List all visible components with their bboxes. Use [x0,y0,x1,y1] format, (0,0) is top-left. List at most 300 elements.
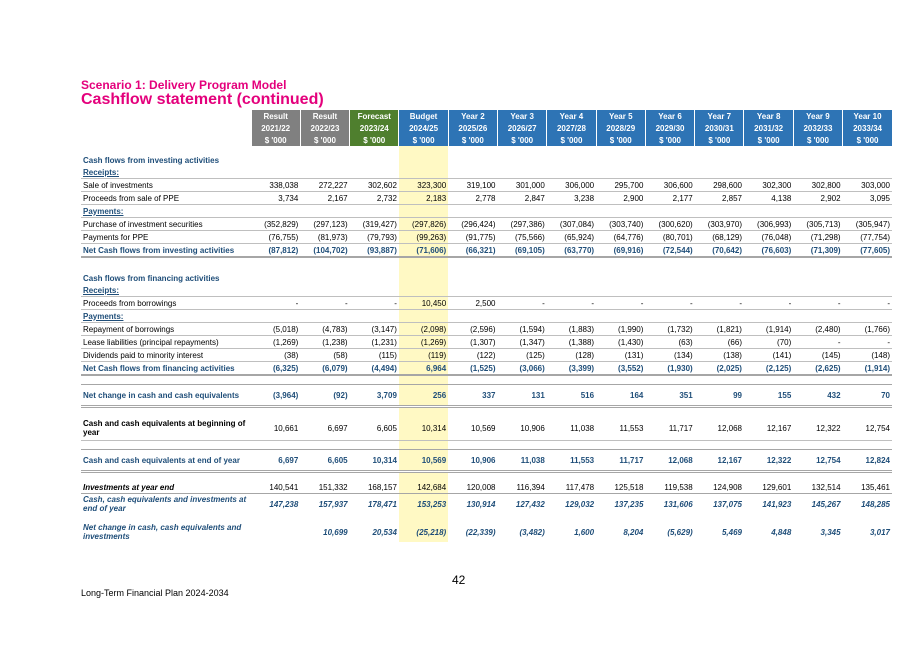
value-cell: 272,227 [300,179,349,192]
value-cell: (2,098) [399,323,448,336]
empty-cell [399,166,448,179]
value-cell: 11,553 [596,416,645,441]
empty-cell [251,310,300,323]
spacer-cell [793,375,842,385]
value-cell: (25,218) [399,522,448,542]
empty-cell [695,205,744,218]
header-spacer [81,122,251,134]
value-cell: (1,307) [448,336,497,349]
empty-cell [596,272,645,284]
value-cell: (5,629) [667,527,693,537]
empty-cell [251,154,300,166]
value-cell: 12,068 [695,416,744,441]
empty-cell [448,284,497,297]
spacer-cell [547,257,596,272]
empty-cell [793,166,842,179]
empty-cell [695,154,744,166]
header-cell-year: 2024/25 [399,122,448,134]
empty-cell [448,205,497,218]
empty-cell [498,166,547,179]
spacer-cell [843,375,892,385]
value-cell: 178,471 [367,499,397,509]
spacer-cell [81,375,251,385]
empty-cell [793,205,842,218]
spacer-cell [547,441,596,450]
header-row-type [81,110,892,122]
value-cell: 116,394 [498,481,547,494]
value-cell: (76,603) [744,244,793,258]
investing-receipts [81,166,892,179]
value-cell: 124,908 [695,481,744,494]
table-row [81,336,892,349]
spacer-cell [547,472,596,482]
value-cell: 11,717 [596,450,645,472]
header-cell-unit: $ '000 [251,134,300,146]
header-cell-year: 2029/30 [645,122,694,134]
value-cell: - [547,297,596,310]
table-row-label: Purchase of investment securities [81,218,251,231]
spacer-cell [498,375,547,385]
spacer-cell [547,146,596,154]
empty-cell [843,284,892,297]
value-cell: 147,238 [269,499,299,509]
spacer-cell [547,514,596,522]
spacer-cell [793,146,842,154]
value-cell: (1,388) [547,336,596,349]
value-cell: - [300,297,349,310]
value-cell: (1,990) [596,323,645,336]
empty-cell [350,166,399,179]
header-cell-type: Year 6 [645,110,694,122]
empty-cell [300,166,349,179]
value-cell: 2,900 [596,192,645,205]
value-cell: (71,309) [793,244,842,258]
spacer-cell [399,146,448,154]
empty-cell [645,166,694,179]
value-cell: (87,812) [251,244,300,258]
empty-cell [300,310,349,323]
value-cell: (77,754) [843,231,892,244]
value-cell: - [843,297,892,310]
begin-cash-row-label: Cash and cash equivalents at beginning of year [81,416,251,441]
header-cell-type: Year 2 [448,110,497,122]
empty-cell [645,154,694,166]
value-cell: (104,702) [300,244,349,258]
value-cell: (115) [350,349,399,362]
empty-cell [251,166,300,179]
value-cell: (141) [744,349,793,362]
empty-cell [645,205,694,218]
spacer-cell [251,514,300,522]
header-cell-type: Year 4 [547,110,596,122]
spacer-cell [695,146,744,154]
spacer-cell [448,375,497,385]
spacer-cell [399,407,448,417]
value-cell: - [843,336,892,349]
value-cell: - [793,297,842,310]
financing-total-row-label: Net Cash flows from financing activities [81,362,251,376]
header-cell-unit: $ '000 [300,134,349,146]
value-cell: 516 [547,385,596,407]
value-cell: (1,430) [596,336,645,349]
value-cell: 10,906 [498,416,547,441]
financing-receipts-label: Receipts: [81,284,251,297]
value-cell: (319,427) [350,218,399,231]
header-cell-type: Year 10 [843,110,892,122]
spacer-cell [81,407,251,417]
spacer-row [81,146,892,154]
value-cell: (79,793) [350,231,399,244]
empty-cell [399,284,448,297]
table-row-label: Dividends paid to minority interest [81,349,251,362]
empty-cell [350,205,399,218]
header-cell-unit: $ '000 [645,134,694,146]
value-cell: 12,322 [744,450,793,472]
value-cell: 4,848 [771,527,792,537]
value-cell: (4,494) [350,362,399,376]
value-cell: 153,253 [399,494,448,515]
value-cell: (72,544) [645,244,694,258]
header-cell-unit: $ '000 [350,134,399,146]
financing-heading-label: Cash flows from financing activities [83,273,220,283]
spacer-cell [448,441,497,450]
value-cell: 337 [448,385,497,407]
spacer-cell [448,472,497,482]
spacer-cell [399,472,448,482]
spacer-cell [596,514,645,522]
value-cell: (69,105) [498,244,547,258]
value-cell: 151,332 [300,481,349,494]
cash-investments-row [81,494,892,515]
empty-cell [498,310,547,323]
spacer-cell [843,257,892,272]
empty-cell [448,154,497,166]
empty-cell [843,154,892,166]
empty-cell [695,284,744,297]
value-cell: 10,699 [323,527,348,537]
empty-cell [498,154,547,166]
table-row-label: Lease liabilities (principal repayments) [81,336,251,349]
spacer-cell [350,375,399,385]
value-cell: 298,600 [695,179,744,192]
spacer-cell [596,407,645,417]
value-cell: 127,432 [515,499,545,509]
financing-total-row [81,362,892,376]
value-cell: 70 [843,385,892,407]
value-cell: 157,937 [318,499,348,509]
header-cell-year: 2030/31 [695,122,744,134]
value-cell: (3,147) [350,323,399,336]
empty-cell [744,154,793,166]
value-cell: (80,701) [645,231,694,244]
empty-cell [596,166,645,179]
header-cell-year: 2021/22 [251,122,300,134]
value-cell: (1,347) [498,336,547,349]
spacer-cell [350,514,399,522]
value-cell: 131 [498,385,547,407]
value-cell: 10,314 [399,416,448,441]
value-cell: 120,008 [448,481,497,494]
value-cell: (93,887) [350,244,399,258]
value-cell: 351 [645,385,694,407]
value-cell: (122) [448,349,497,362]
value-cell: - [596,297,645,310]
value-cell: (296,424) [448,218,497,231]
value-cell: (76,755) [251,231,300,244]
table-row [81,218,892,231]
spacer-cell [251,257,300,272]
spacer-cell [350,257,399,272]
empty-cell [547,310,596,323]
spacer-row [81,441,892,450]
value-cell [251,522,300,542]
value-cell: 135,461 [843,481,892,494]
empty-cell [744,284,793,297]
spacer-cell [596,441,645,450]
header-cell-unit: $ '000 [793,134,842,146]
empty-cell [448,272,497,284]
spacer-cell [744,375,793,385]
spacer-cell [843,472,892,482]
value-cell: - [744,297,793,310]
spacer-cell [81,257,251,272]
empty-cell [251,284,300,297]
header-row-unit [81,134,892,146]
empty-cell [695,310,744,323]
value-cell: - [695,297,744,310]
net-change-investments-row-label: Net change in cash, cash equivalents and investments [83,523,242,541]
value-cell: 145,267 [811,499,841,509]
value-cell: (307,084) [547,218,596,231]
spacer-cell [645,257,694,272]
spacer-cell [498,441,547,450]
header-cell-year: 2026/27 [498,122,547,134]
value-cell: 2,778 [448,192,497,205]
spacer-cell [251,146,300,154]
header-cell-unit: $ '000 [744,134,793,146]
value-cell: 11,038 [547,416,596,441]
value-cell: 12,754 [843,416,892,441]
spacer-cell [695,257,744,272]
table-row-label: Proceeds from sale of PPE [81,192,251,205]
value-cell: (2,025) [695,362,744,376]
empty-cell [843,310,892,323]
empty-cell [843,205,892,218]
value-cell: (99,263) [399,231,448,244]
value-cell: (1,883) [547,323,596,336]
investing-heading [81,154,892,166]
spacer-cell [399,257,448,272]
value-cell: 301,000 [498,179,547,192]
header-cell-year: 2027/28 [547,122,596,134]
empty-cell [695,272,744,284]
table-row-label: Sale of investments [81,179,251,192]
value-cell: 129,601 [744,481,793,494]
financing-payments-label: Payments: [81,310,251,323]
financing-payments [81,310,892,323]
value-cell: - [793,336,842,349]
empty-cell [596,154,645,166]
header-cell-unit: $ '000 [498,134,547,146]
value-cell: 148,285 [861,499,890,509]
value-cell: 306,000 [547,179,596,192]
spacer-cell [793,514,842,522]
investing-receipts-label: Receipts: [81,166,251,179]
value-cell: (297,123) [300,218,349,231]
spacer-cell [448,514,497,522]
empty-cell [350,154,399,166]
spacer-cell [744,146,793,154]
value-cell: (71,606) [399,244,448,258]
table-row-label: Repayment of borrowings [81,323,251,336]
value-cell: (305,713) [793,218,842,231]
empty-cell [399,154,448,166]
value-cell: 3,238 [547,192,596,205]
investing-total-row [81,244,892,258]
end-cash-row-label: Cash and cash equivalents at end of year [81,450,251,472]
spacer-cell [300,441,349,450]
value-cell: 12,068 [645,450,694,472]
value-cell: (3,552) [596,362,645,376]
value-cell: (145) [793,349,842,362]
spacer-cell [350,146,399,154]
spacer-cell [350,407,399,417]
spacer-cell [793,441,842,450]
value-cell: (125) [498,349,547,362]
investing-heading-label: Cash flows from investing activities [83,155,220,165]
value-cell: 12,322 [793,416,842,441]
value-cell: 3,709 [350,385,399,407]
spacer-cell [744,407,793,417]
spacer-cell [448,257,497,272]
header-cell-year: 2028/29 [596,122,645,134]
value-cell: (68,129) [695,231,744,244]
empty-cell [547,284,596,297]
spacer-row [81,407,892,417]
header-cell-type: Forecast [350,110,399,122]
value-cell: 117,478 [547,481,596,494]
value-cell: 131,606 [663,499,693,509]
value-cell: 137,075 [713,499,742,509]
value-cell: 12,167 [744,416,793,441]
page-number: 42 [452,573,466,587]
spacer-cell [744,472,793,482]
value-cell: (91,775) [448,231,497,244]
value-cell: (306,993) [744,218,793,231]
spacer-row [81,514,892,522]
empty-cell [251,272,300,284]
spacer-cell [645,514,694,522]
spacer-cell [300,375,349,385]
empty-cell [596,310,645,323]
value-cell: 338,038 [251,179,300,192]
spacer-cell [596,375,645,385]
table-row [81,297,892,310]
value-cell: (76,048) [744,231,793,244]
value-cell: (119) [399,349,448,362]
header-cell-type: Budget [399,110,448,122]
spacer-cell [251,472,300,482]
header-cell-year: 2031/32 [744,122,793,134]
value-cell: (352,829) [251,218,300,231]
empty-cell [350,272,399,284]
spacer-cell [596,257,645,272]
spacer-cell [350,472,399,482]
end-cash-row [81,450,892,472]
spacer-cell [843,407,892,417]
value-cell: (1,238) [300,336,349,349]
value-cell: (3,399) [547,362,596,376]
header-cell-type: Result [300,110,349,122]
empty-cell [300,205,349,218]
spacer-cell [695,407,744,417]
spacer-cell [251,441,300,450]
value-cell: (297,386) [498,218,547,231]
value-cell: 6,605 [300,450,349,472]
value-cell: 5,469 [721,527,742,537]
table-row [81,231,892,244]
spacer-cell [645,472,694,482]
value-cell: 137,235 [614,499,644,509]
spacer-cell [793,472,842,482]
value-cell: 323,300 [399,179,448,192]
value-cell: 8,204 [623,527,644,537]
spacer-cell [81,472,251,482]
empty-cell [399,205,448,218]
value-cell: 6,605 [350,416,399,441]
header-cell-unit: $ '000 [695,134,744,146]
value-cell: 142,684 [399,481,448,494]
value-cell: 10,450 [399,297,448,310]
spacer-cell [81,441,251,450]
empty-cell [300,272,349,284]
value-cell: 6,964 [399,362,448,376]
value-cell: 20,534 [372,527,397,537]
value-cell: (131) [596,349,645,362]
spacer-cell [744,257,793,272]
value-cell: (75,566) [498,231,547,244]
value-cell: 1,600 [574,527,595,537]
value-cell: (58) [300,349,349,362]
value-cell: - [645,297,694,310]
scenario-title: Scenario 1: Delivery Program Model [81,78,287,92]
begin-cash-row [81,416,892,441]
header-cell-type: Year 8 [744,110,793,122]
value-cell: - [350,297,399,310]
empty-cell [793,310,842,323]
value-cell: - [251,297,300,310]
value-cell: 306,600 [645,179,694,192]
value-cell: (1,766) [843,323,892,336]
spacer-cell [448,407,497,417]
value-cell: (64,776) [596,231,645,244]
empty-cell [645,284,694,297]
empty-cell [547,205,596,218]
value-cell: (1,914) [843,362,892,376]
value-cell: (3,482) [519,527,545,537]
value-cell: (303,740) [596,218,645,231]
value-cell: 295,700 [596,179,645,192]
net-change-row [81,385,892,407]
empty-cell [448,310,497,323]
spacer-cell [399,441,448,450]
value-cell: 2,177 [645,192,694,205]
spacer-cell [498,257,547,272]
empty-cell [645,310,694,323]
investing-payments [81,205,892,218]
spacer-cell [645,441,694,450]
value-cell: 6,697 [300,416,349,441]
